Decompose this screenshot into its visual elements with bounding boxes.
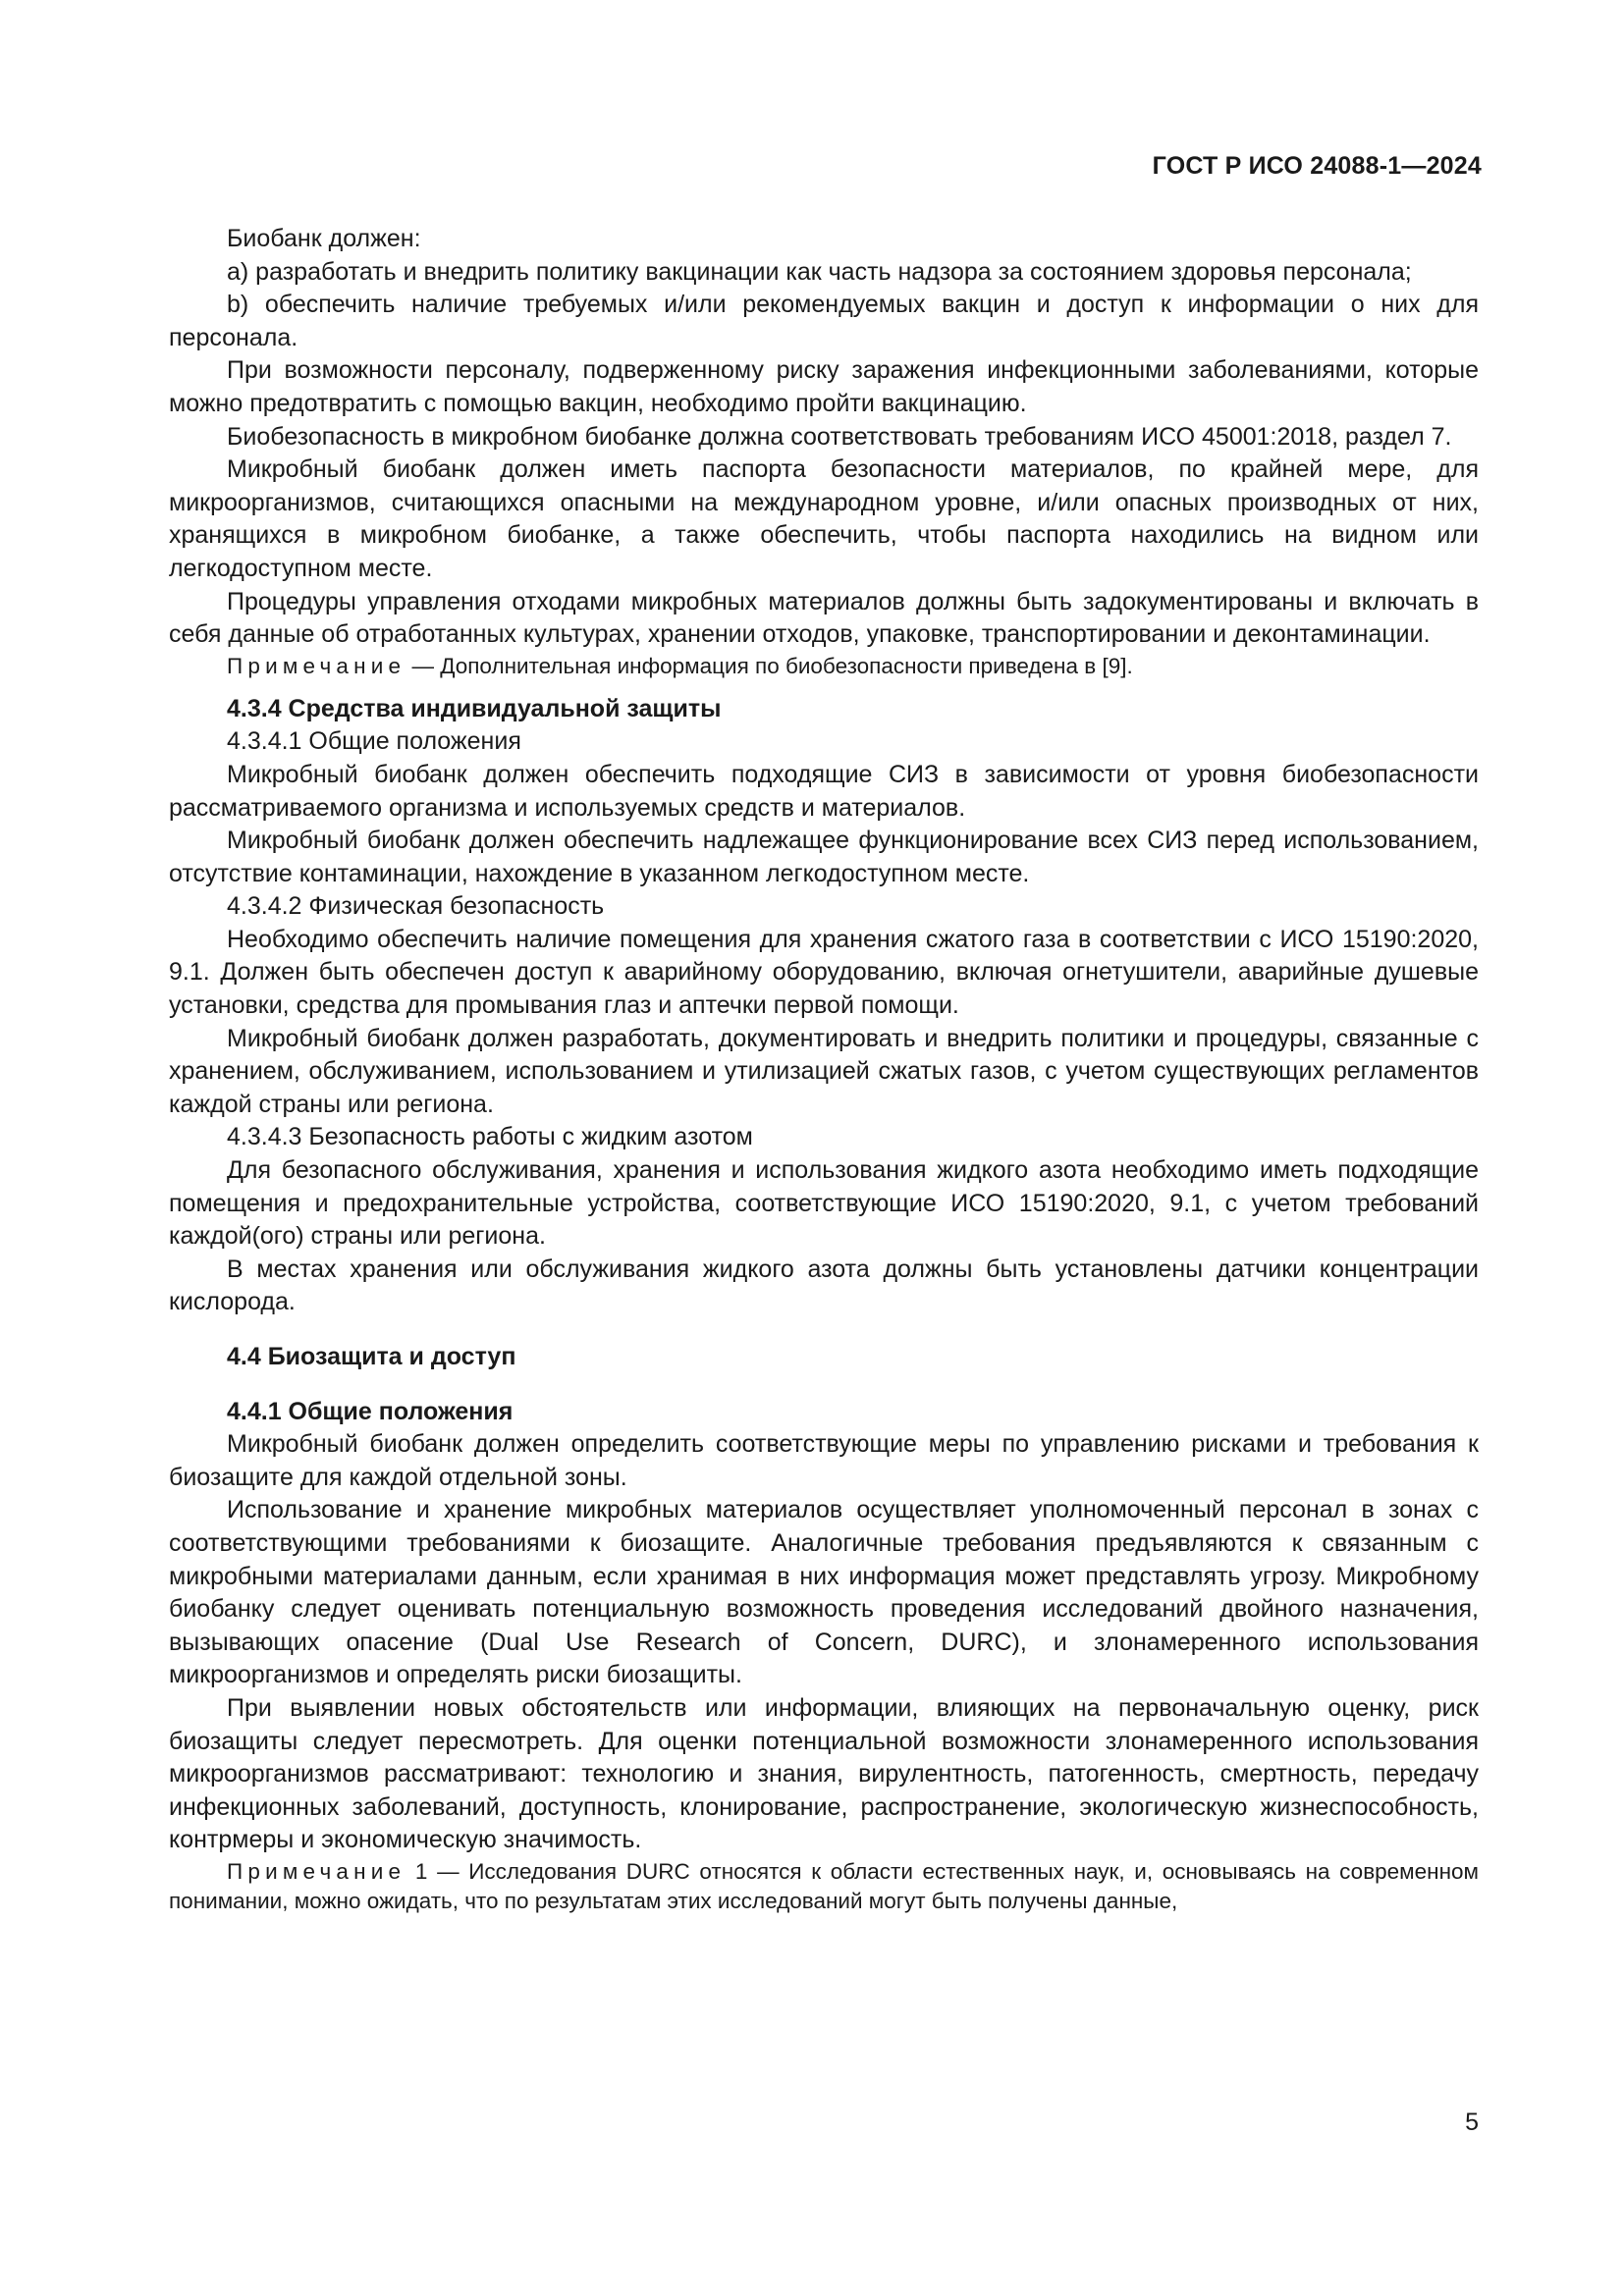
paragraph: Процедуры управления отходами микробных материалов должны быть задокументированы и включать в себя данные об отработанных культурах, хранении отходов, упаковке, транспортировании и деконтаминации. xyxy=(169,587,1479,649)
paragraph: Необходимо обеспечить наличие помещения для хранения сжатого газа в соответствии с ИСО 15190:2020, 9.1. Должен быть обеспечен доступ к аварийному оборудованию, включая огнетушители, аварийные душевые установки, средства для промывания глаз и аптечки первой помощи. xyxy=(169,925,1479,1020)
paragraph: Биобанк должен: xyxy=(227,225,421,252)
section-heading-4-3-4: 4.3.4 Средства индивидуальной защиты xyxy=(227,694,722,722)
section-heading-4-4: 4.4 Биозащита и доступ xyxy=(227,1343,516,1370)
document-body xyxy=(169,223,1479,1916)
list-item-b: b) обеспечить наличие требуемых и/или рекомендуемых вакцин и доступ к информации о них для персонала. xyxy=(169,291,1479,351)
note-label: Примечание xyxy=(227,653,406,678)
paragraph: Микробный биобанк должен определить соответствующие меры по управлению рисками и требования к биозащите для каждой отдельной зоны. xyxy=(169,1430,1479,1491)
section-heading-4-4-1: 4.4.1 Общие положения xyxy=(227,1397,514,1425)
note xyxy=(169,1857,1479,1916)
document-code-header: ГОСТ Р ИСО 24088-1—2024 xyxy=(1152,152,1482,180)
paragraph: При возможности персоналу, подверженному риску заражения инфекционными заболеваниями, которые можно предотвратить с помощью вакцин, необходимо пройти вакцинацию. xyxy=(169,356,1479,417)
note-label: Примечание xyxy=(227,1858,406,1884)
paragraph: При выявлении новых обстоятельств или информации, влияющих на первоначальную оценку, риск биозащиты следует пересмотреть. Для оценки потенциальной возможности злонамеренного использования микроорганизмов рассматривают: технологию и знания, вирулентность, патогенность, смертность, передачу инфекционных заболеваний, доступность, клонирование, распространение, экологическую жизнеспособность, контрмеры и экономическую значимость. xyxy=(169,1693,1479,1854)
paragraph: Биобезопасность в микробном биобанке должна соответствовать требованиям ИСО 45001:2018, раздел 7. xyxy=(227,422,1452,451)
paragraph: Микробный биобанк должен разработать, документировать и внедрить политики и процедуры, связанные с хранением, обслуживанием, использованием и утилизацией сжатых газов, с учетом существующих регламентов каждой страны или региона. xyxy=(169,1024,1479,1118)
list-item-a: a) разработать и внедрить политику вакцинации как часть надзора за состоянием здоровья персонала; xyxy=(227,257,1412,286)
page-number: 5 xyxy=(1465,2109,1479,2136)
subsection-title-4-3-4-1: 4.3.4.1 Общие положения xyxy=(227,727,521,756)
note-text: 1 — Исследования DURC относятся к области естественных наук, и, основываясь на современном понимании, можно ожидать, что по результатам этих исследований могут быть получены данные, xyxy=(169,1858,1479,1913)
subsection-title-4-3-4-3: 4.3.4.3 Безопасность работы с жидким азотом xyxy=(227,1123,753,1151)
paragraph: Использование и хранение микробных материалов осуществляет уполномоченный персонал в зонах с соответствующими требованиями к биозащите. Аналогичные требования предъявляются к связанным с микробными материалами данным, если хранимая в них информация может представлять угрозу. Микробному биобанку следует оценивать потенциальную возможность проведения исследований двойного назначения, вызывающих опасение (Dual Use Research of Concern, DURC), и злонамеренного использования микроорганизмов и определять риски биозащиты. xyxy=(169,1496,1479,1689)
paragraph: Микробный биобанк должен иметь паспорта безопасности материалов, по крайней мере, для микроорганизмов, считающихся опасными на международном уровне, и/или опасных производных от них, хранящихся в микробном биобанке, а также обеспечить, чтобы паспорта находились на видном или легкодоступном месте. xyxy=(169,455,1479,582)
paragraph: Микробный биобанк должен обеспечить подходящие СИЗ в зависимости от уровня биобезопасности рассматриваемого организма и используемых средств и материалов. xyxy=(169,760,1479,822)
paragraph: Микробный биобанк должен обеспечить надлежащее функционирование всех СИЗ перед использованием, отсутствие контаминации, нахождение в указанном легкодоступном месте. xyxy=(169,827,1479,887)
paragraph: Для безопасного обслуживания, хранения и использования жидкого азота необходимо иметь подходящие помещения и предохранительные устройства, соответствующие ИСО 15190:2020, 9.1, с учетом требований каждой(ого) страны или региона. xyxy=(169,1156,1479,1251)
note-text: — Дополнительная информация по биобезопасности приведена в [9]. xyxy=(406,653,1133,678)
paragraph: В местах хранения или обслуживания жидкого азота должны быть установлены датчики концентрации кислорода. xyxy=(169,1255,1479,1316)
subsection-title-4-3-4-2: 4.3.4.2 Физическая безопасность xyxy=(227,892,605,921)
note xyxy=(169,652,1479,681)
